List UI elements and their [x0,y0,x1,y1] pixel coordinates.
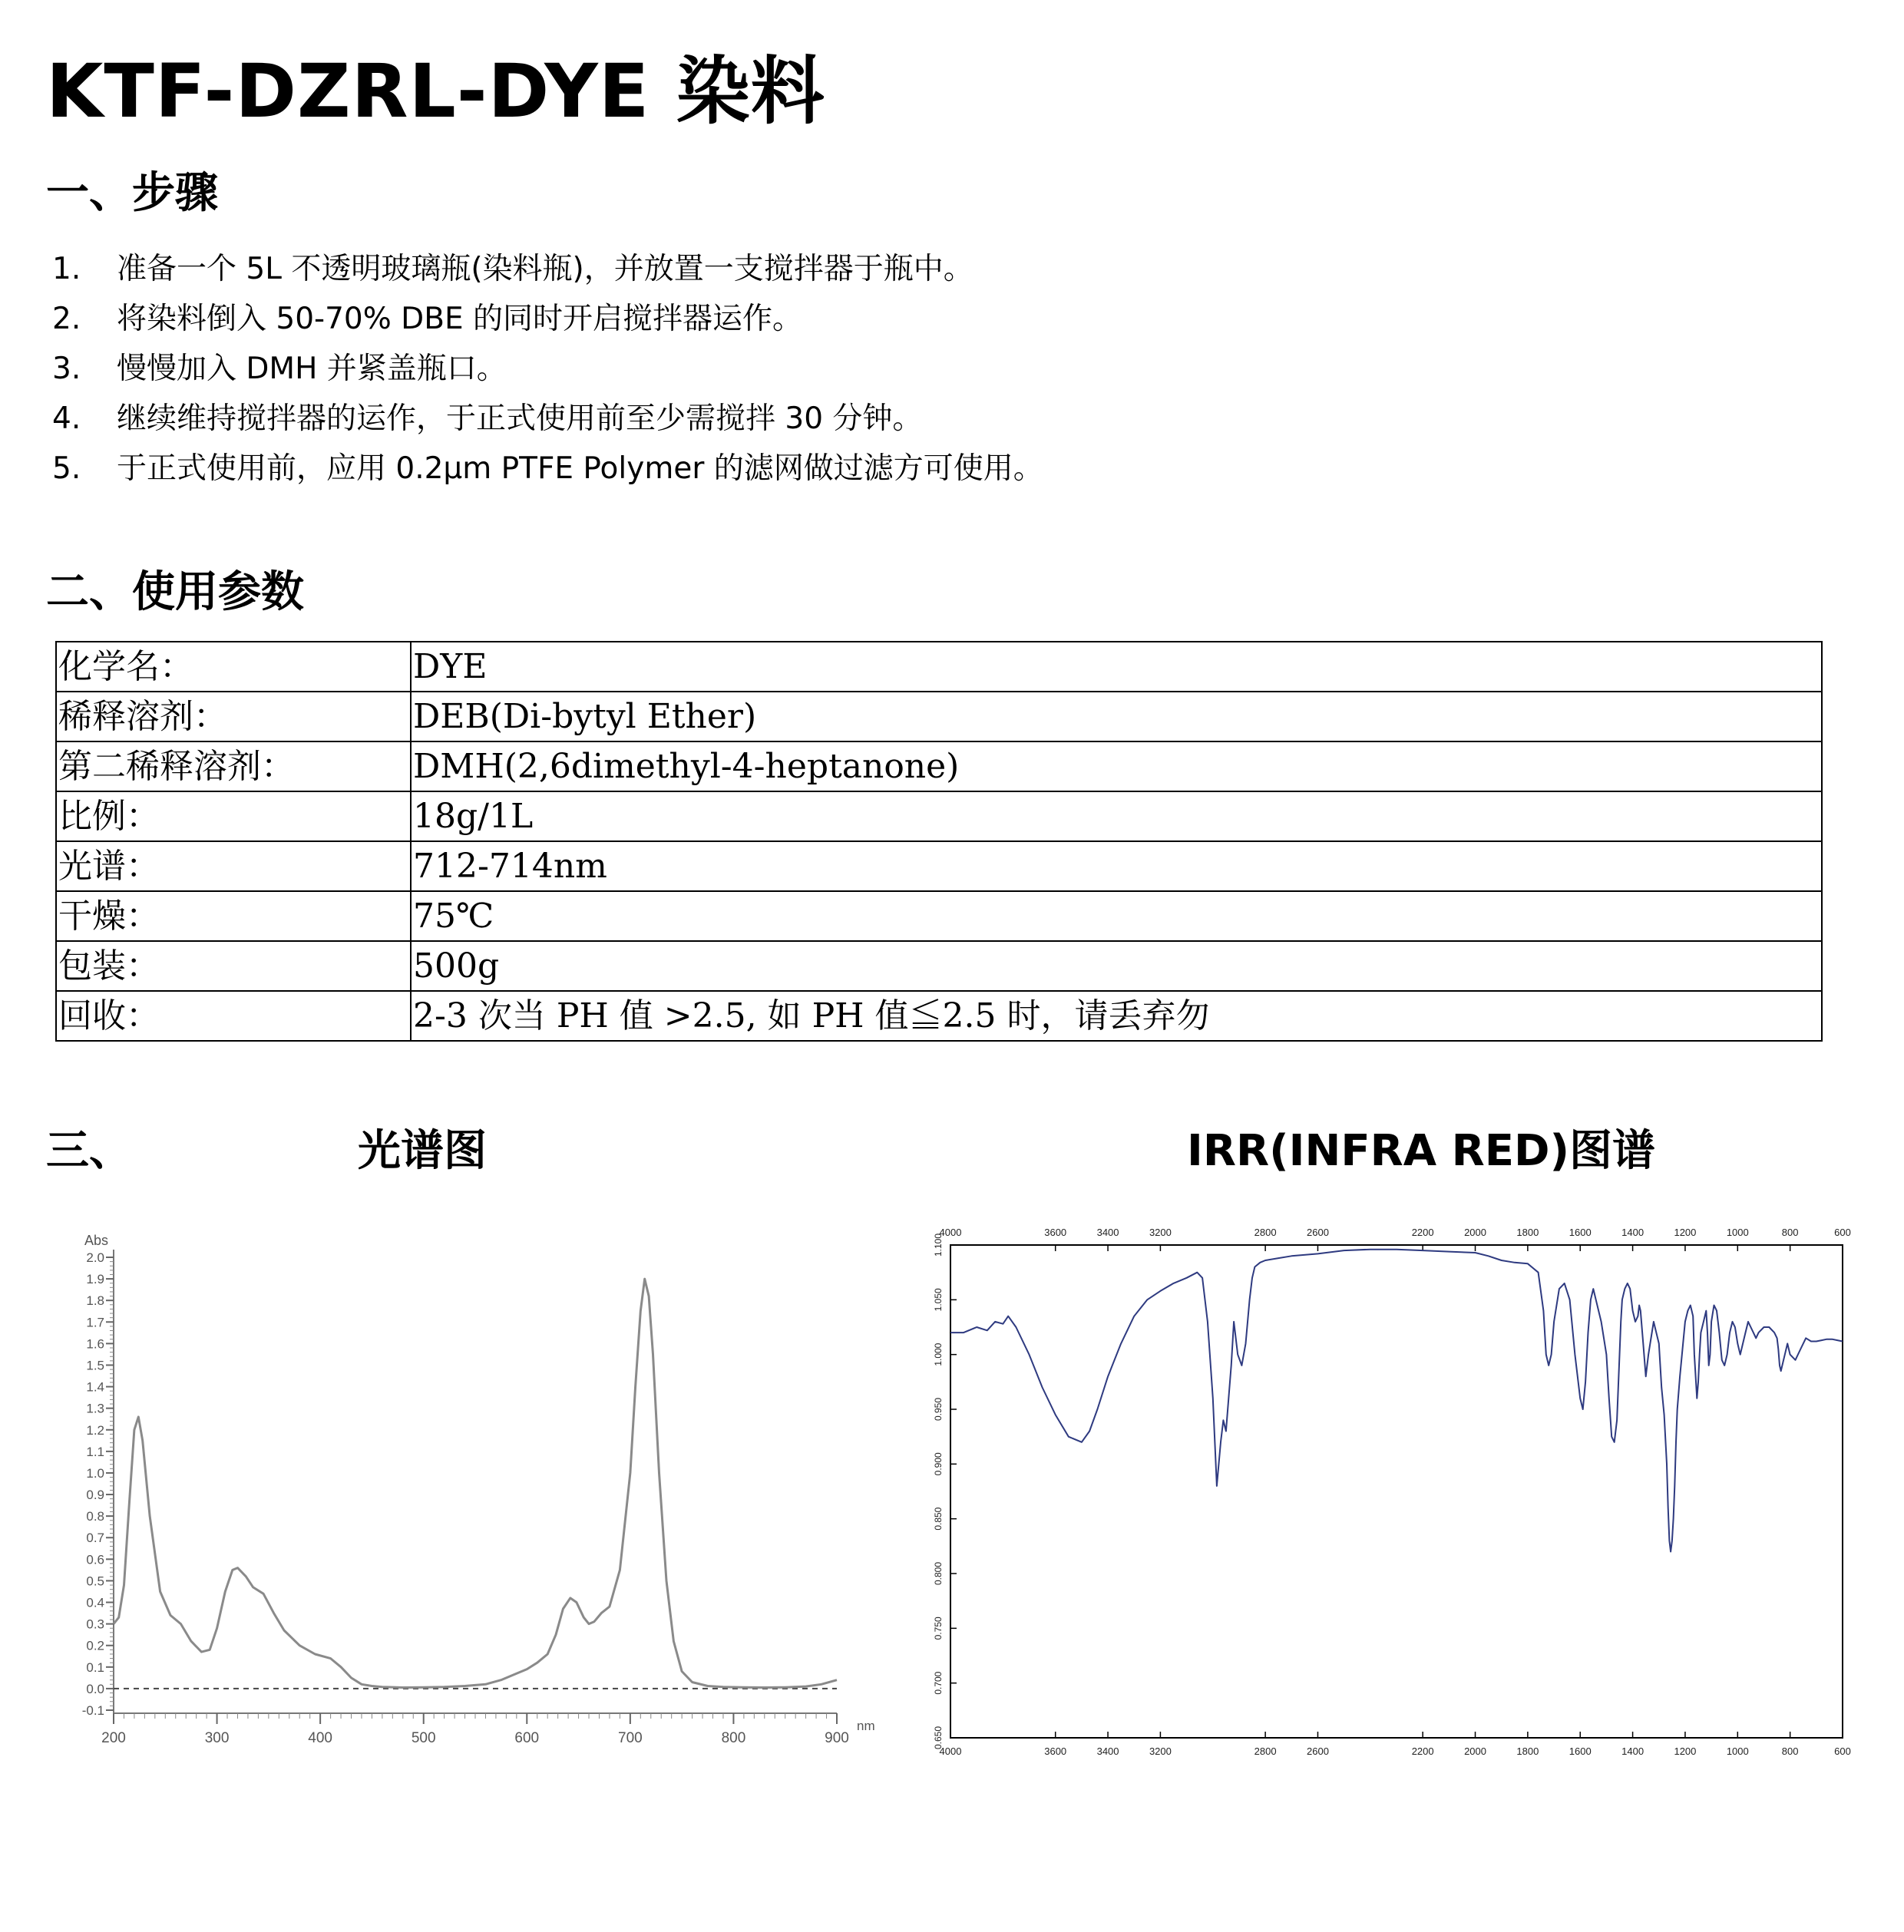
y-tick-label: 0.900 [933,1452,944,1476]
x-tick-label-bottom: 3600 [1044,1745,1067,1757]
params-table [55,641,1823,1042]
param-row [56,941,1822,991]
y-tick-label: 0.2 [86,1638,104,1653]
x-tick-label: 900 [825,1730,849,1746]
param-row [56,741,1822,791]
x-tick-label: 700 [618,1730,643,1746]
y-tick-label: 1.050 [933,1288,944,1312]
x-tick-label-bottom: 1800 [1516,1745,1539,1757]
param-value: DYE [411,642,1822,692]
y-tick-label: 1.9 [86,1272,104,1287]
x-tick-label: 200 [101,1730,126,1746]
y-tick-label: 0.0 [86,1681,104,1696]
y-tick-label: 1.5 [86,1358,104,1373]
x-tick-label-bottom: 1200 [1674,1745,1697,1757]
y-tick-label: 1.8 [86,1293,104,1309]
step-item [52,294,1043,344]
step-number: 3. [52,352,81,386]
y-tick-label: 0.3 [86,1617,104,1632]
y-tick-label: 1.7 [86,1315,104,1330]
x-tick-label: 500 [411,1730,436,1746]
param-row [56,891,1822,941]
x-tick-label-top: 4000 [939,1227,962,1238]
section-charts-prefix: 三、 [46,1126,132,1176]
x-tick-label-bottom: 2200 [1411,1745,1434,1757]
y-tick-label: 0.1 [86,1660,104,1675]
param-label: 包装： [56,941,411,991]
x-tick-label-top: 1000 [1726,1227,1749,1238]
step-text: 将染料倒入 50-70% DBE 的同时开启搅拌器运作。 [117,302,803,336]
y-tick-label: 0.650 [933,1726,944,1750]
param-value: 500g [411,941,1822,991]
y-tick-label: 1.6 [86,1336,104,1352]
ir-spectrum-chart [914,1213,1858,1765]
param-label: 第二稀释溶剂： [56,741,411,791]
param-value: 75℃ [411,891,1822,941]
spectrum-chart-heading: 光谱图 [358,1126,487,1176]
y-tick-label: 1.1 [86,1444,104,1459]
plot-frame [950,1245,1843,1738]
step-text: 准备一个 5L 不透明玻璃瓶(染料瓶)，并放置一支搅拌器于瓶中。 [117,252,973,286]
step-number: 5. [52,451,81,486]
x-tick-label: 400 [308,1730,332,1746]
param-row [56,642,1822,692]
y-tick-label: 0.850 [933,1507,944,1531]
param-value: 2-3 次当 PH 值 >2.5, 如 PH 值≦2.5 时，请丢弃勿 [411,991,1822,1041]
step-text: 于正式使用前，应用 0.2μm PTFE Polymer 的滤网做过滤方可使用。 [117,451,1043,486]
x-tick-label: 300 [204,1730,230,1746]
x-tick-label-bottom: 3200 [1149,1745,1172,1757]
x-tick-label-top: 1600 [1568,1227,1592,1238]
document-title: KTF-DZRL-DYE 染料 [46,48,825,134]
x-tick-label-top: 3600 [1044,1227,1067,1238]
x-tick-label: 800 [721,1730,746,1746]
step-item [52,394,1043,444]
param-label: 比例： [56,791,411,841]
x-tick-label-top: 2200 [1411,1227,1434,1238]
x-tick-label-top: 1200 [1674,1227,1697,1238]
y-axis-label: Abs [84,1233,109,1248]
uv-vis-spectrum-chart [0,1213,906,1765]
param-row [56,692,1822,741]
x-tick-label-top: 1400 [1621,1227,1645,1238]
x-tick-label-top: 2000 [1464,1227,1486,1238]
ir-chart-heading: IRR(INFRA RED)图谱 [1187,1126,1656,1176]
x-tick-label-bottom: 4000 [939,1745,962,1757]
x-tick-label-bottom: 800 [1781,1745,1799,1757]
y-tick-label: 1.0 [86,1465,104,1481]
y-tick-label: 0.9 [86,1488,104,1503]
y-tick-label: 1.3 [86,1401,104,1416]
param-label: 稀释溶剂： [56,692,411,741]
param-label: 化学名： [56,642,411,692]
x-tick-label-bottom: 600 [1834,1745,1851,1757]
y-tick-label: 0.800 [933,1561,944,1586]
x-tick-label: 600 [514,1730,540,1746]
step-number: 2. [52,302,81,336]
param-row [56,791,1822,841]
y-tick-label: 0.750 [933,1617,944,1640]
section-params-heading: 二、使用参数 [46,567,304,617]
y-tick-label: 0.4 [86,1595,104,1610]
y-tick-label: 0.6 [86,1552,104,1567]
x-tick-label-bottom: 2600 [1307,1745,1329,1757]
param-label: 回收： [56,991,411,1041]
y-tick-label: 0.8 [86,1509,104,1524]
x-axis-label: nm [857,1719,875,1733]
x-tick-label-bottom: 2000 [1464,1745,1486,1757]
x-tick-label-bottom: 2800 [1254,1745,1277,1757]
y-tick-label: 1.4 [86,1379,104,1395]
param-row [56,841,1822,891]
x-tick-label-top: 600 [1834,1227,1851,1238]
step-item [52,244,1043,294]
y-tick-label: 1.100 [933,1233,944,1257]
abs-series-line [114,1279,837,1687]
step-text: 慢慢加入 DMH 并紧盖瓶口。 [117,352,507,386]
param-value: DMH(2,6dimethyl-4-heptanone) [411,741,1822,791]
y-tick-label: 1.000 [933,1342,944,1366]
ir-series-line [950,1250,1843,1552]
y-tick-label: 1.2 [86,1422,104,1438]
step-number: 4. [52,401,81,436]
param-label: 干燥： [56,891,411,941]
param-value: DEB(Di-bytyl Ether) [411,692,1822,741]
x-tick-label-top: 2800 [1254,1227,1277,1238]
x-tick-label-top: 3200 [1149,1227,1172,1238]
x-tick-label-top: 2600 [1307,1227,1329,1238]
section-steps-heading: 一、步骤 [46,168,218,218]
step-text: 继续维持搅拌器的运作，于正式使用前至少需搅拌 30 分钟。 [117,401,923,436]
x-tick-label-top: 3400 [1096,1227,1119,1238]
param-row [56,991,1822,1041]
y-tick-label: -0.1 [81,1703,104,1718]
y-tick-label: 0.950 [933,1397,944,1422]
step-number: 1. [52,252,81,286]
y-tick-label: 0.5 [86,1574,104,1589]
param-value: 712-714nm [411,841,1822,891]
y-tick-label: 2.0 [86,1250,104,1265]
step-item [52,344,1043,394]
param-value: 18g/1L [411,791,1822,841]
y-tick-label: 0.7 [86,1531,104,1546]
x-tick-label-bottom: 1000 [1726,1745,1749,1757]
y-tick-label: 0.700 [933,1671,944,1695]
steps-list [52,244,1043,494]
x-tick-label-top: 1800 [1516,1227,1539,1238]
step-item [52,444,1043,494]
param-label: 光谱： [56,841,411,891]
x-tick-label-bottom: 3400 [1096,1745,1119,1757]
x-tick-label-top: 800 [1781,1227,1799,1238]
x-tick-label-bottom: 1400 [1621,1745,1645,1757]
x-tick-label-bottom: 1600 [1568,1745,1592,1757]
